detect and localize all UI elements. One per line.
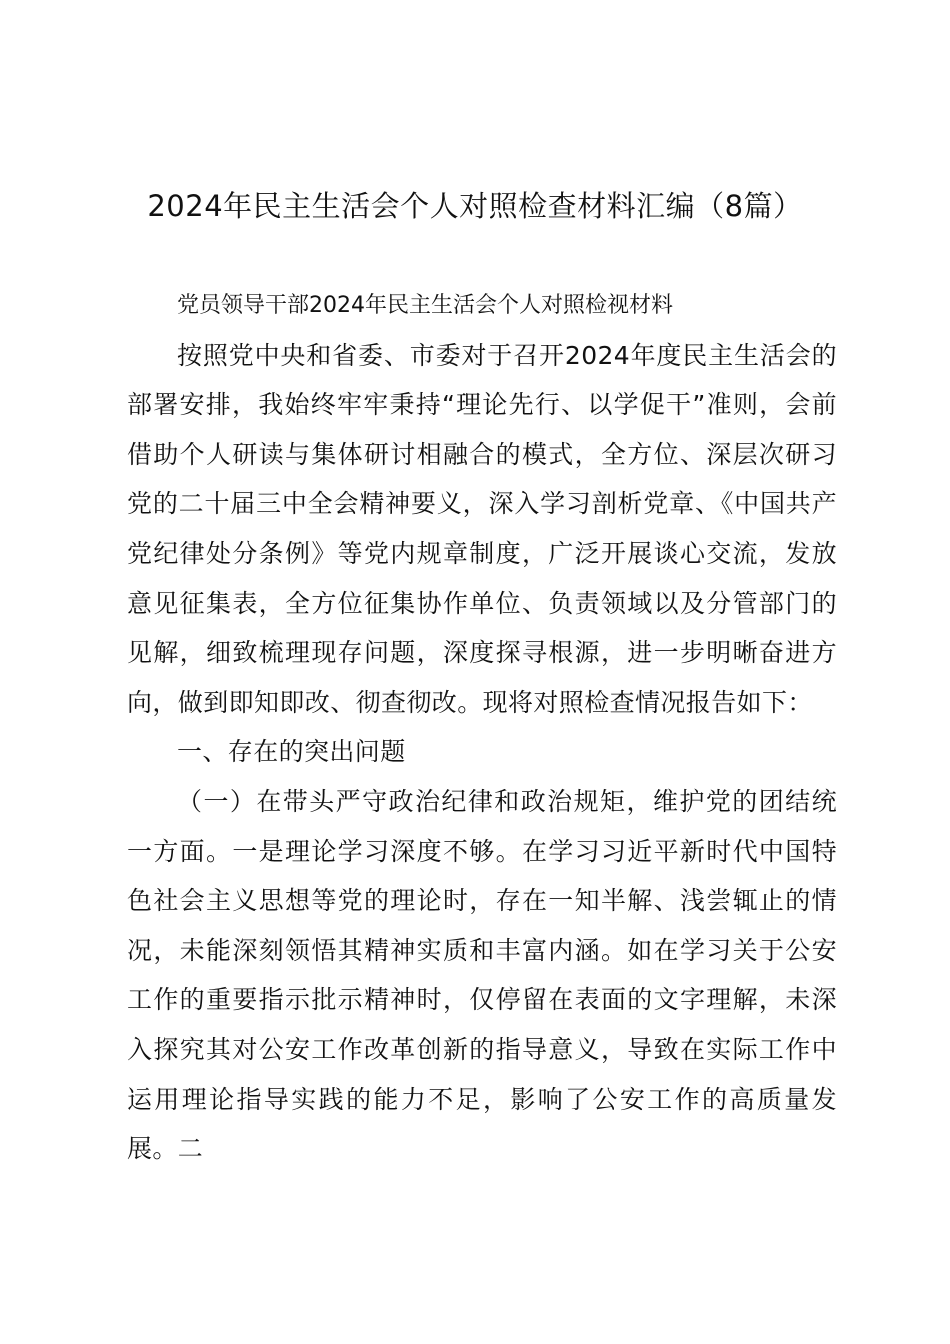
- paragraph-intro: 按照党中央和省委、市委对于召开2024年度民主生活会的部署安排，我始终牢牢秉持“理论先行、以学促干”准则，会前借助个人研读与集体研讨相融合的模式，全方位、深层次研习党的二十届三中全会精神要义，深入学习剖析党章、《中国共产党纪律处分条例》等党内规章制度，广泛开展谈心交流，发放意见征集表，全方位征集协作单位、负责领域以及分管部门的见解，细致梳理现存问题，深度探寻根源，进一步明晰奋进方向，做到即知即改、彻查彻改。现将对照检查情况报告如下：: [127, 340, 837, 717]
- document-body: [127, 281, 837, 1174]
- document-subtitle: 党员领导干部2024年民主生活会个人对照检视材料: [177, 293, 673, 318]
- paragraph-section-1: （一）在带头严守政治纪律和政治规矩，维护党的团结统一方面。一是理论学习深度不够。在学习习近平新时代中国特色社会主义思想等党的理论时，存在一知半解、浅尝辄止的情况，未能深刻领悟其精神实质和丰富内涵。如在学习关于公安工作的重要指示批示精神时，仅停留在表面的文字理解，未深入探究其对公安工作改革创新的指导意义，导致在实际工作中运用理论指导实践的能力不足，影响了公安工作的高质量发展。二: [127, 786, 837, 1164]
- document-title: 2024年民主生活会个人对照检查材料汇编（8篇）: [147, 189, 803, 223]
- section-heading: 一、存在的突出问题: [177, 737, 406, 767]
